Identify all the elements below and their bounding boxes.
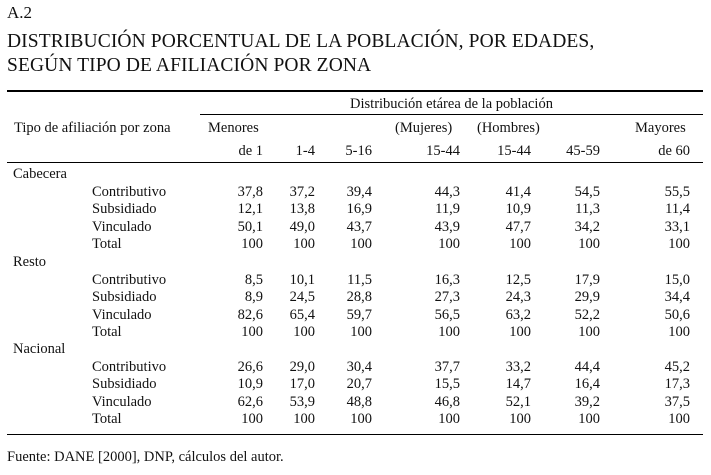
column-header-bottom-5: 45-59 bbox=[566, 143, 600, 159]
table-cell: 17,3 bbox=[664, 376, 690, 392]
table-cell: 28,8 bbox=[346, 289, 372, 305]
table-cell: 49,0 bbox=[289, 218, 315, 235]
table-cell: 100 bbox=[350, 411, 372, 427]
table-cell: 11,4 bbox=[665, 201, 690, 217]
table-cell: 37,5 bbox=[664, 393, 690, 410]
table-cell: 52,2 bbox=[574, 306, 600, 323]
table-cell: 45,2 bbox=[664, 358, 690, 375]
table-cell: 100 bbox=[438, 411, 460, 427]
table-cell: 17,0 bbox=[289, 376, 315, 392]
row-label: Contributivo bbox=[92, 358, 167, 375]
row-label: Contributivo bbox=[92, 271, 167, 288]
table-cell: 11,5 bbox=[347, 271, 372, 288]
table-cell: 29,9 bbox=[574, 289, 600, 305]
table-cell: 50,6 bbox=[664, 306, 690, 323]
table-cell: 56,5 bbox=[434, 306, 460, 323]
table-cell: 46,8 bbox=[434, 393, 460, 410]
row-label: Subsidiado bbox=[92, 289, 157, 305]
table-cell: 100 bbox=[509, 236, 531, 252]
table-cell: 37,8 bbox=[237, 183, 263, 200]
section-label: Resto bbox=[13, 254, 47, 270]
table-cell: 63,2 bbox=[505, 306, 531, 323]
table-cell: 52,1 bbox=[505, 393, 531, 410]
table-cell: 26,6 bbox=[237, 358, 263, 375]
title-line-1: DISTRIBUCIÓN PORCENTUAL DE LA POBLACIÓN, POR EDADES, bbox=[7, 31, 595, 52]
table-cell: 17,9 bbox=[574, 271, 600, 288]
table-cell: 41,4 bbox=[505, 183, 531, 200]
table-cell: 12,5 bbox=[505, 271, 531, 288]
table-cell: 16,9 bbox=[346, 201, 372, 217]
table-title bbox=[7, 30, 594, 78]
row-header: Tipo de afiliación por zona bbox=[14, 120, 171, 136]
table-cell: 55,5 bbox=[664, 183, 690, 200]
table-cell: 10,1 bbox=[289, 271, 315, 288]
table-cell: 100 bbox=[293, 324, 315, 340]
table-cell: 100 bbox=[509, 411, 531, 427]
bottom-rule bbox=[7, 434, 703, 435]
table-cell: 100 bbox=[438, 324, 460, 340]
table-cell: 100 bbox=[293, 236, 315, 252]
table-cell: 100 bbox=[241, 324, 263, 340]
table-cell: 100 bbox=[578, 236, 600, 252]
row-label: Total bbox=[92, 236, 122, 252]
table-cell: 34,4 bbox=[664, 289, 690, 305]
source-note: Fuente: DANE [2000], DNP, cálculos del autor. bbox=[7, 449, 284, 465]
column-header-bottom-3: 15-44 bbox=[426, 143, 460, 159]
table-cell: 16,3 bbox=[434, 271, 460, 288]
table-cell: 100 bbox=[350, 236, 372, 252]
table-cell: 34,2 bbox=[574, 218, 600, 235]
table-cell: 62,6 bbox=[237, 393, 263, 410]
table-cell: 100 bbox=[241, 236, 263, 252]
table-cell: 33,2 bbox=[505, 358, 531, 375]
table-cell: 47,7 bbox=[505, 218, 531, 235]
table-cell: 8,5 bbox=[244, 271, 263, 288]
column-group-header: Distribución etárea de la población bbox=[350, 96, 553, 112]
table-cell: 15,5 bbox=[434, 376, 460, 392]
table-cell: 100 bbox=[293, 411, 315, 427]
group-rule bbox=[200, 114, 703, 115]
row-label: Subsidiado bbox=[92, 201, 157, 217]
table-cell: 100 bbox=[438, 236, 460, 252]
table-cell: 44,3 bbox=[434, 183, 460, 200]
table-cell: 16,4 bbox=[574, 376, 600, 392]
row-label: Total bbox=[92, 324, 122, 340]
table-cell: 43,7 bbox=[346, 218, 372, 235]
row-label: Vinculado bbox=[92, 306, 152, 323]
table-cell: 37,7 bbox=[434, 358, 460, 375]
column-header-bottom-6: de 60 bbox=[658, 143, 690, 159]
row-label: Total bbox=[92, 411, 122, 427]
table-cell: 100 bbox=[350, 324, 372, 340]
table-cell: 100 bbox=[668, 324, 690, 340]
table-cell: 27,3 bbox=[434, 289, 460, 305]
column-header-top-6: Mayores bbox=[635, 120, 686, 136]
table-cell: 20,7 bbox=[346, 376, 372, 392]
table-cell: 15,0 bbox=[664, 271, 690, 288]
table-cell: 30,4 bbox=[346, 358, 372, 375]
table-cell: 13,8 bbox=[289, 201, 315, 217]
table-cell: 54,5 bbox=[574, 183, 600, 200]
table-cell: 44,4 bbox=[574, 358, 600, 375]
table-cell: 24,3 bbox=[505, 289, 531, 305]
top-rule bbox=[7, 90, 703, 92]
table-cell: 10,9 bbox=[237, 376, 263, 392]
header-bottom-rule bbox=[7, 162, 703, 163]
table-cell: 11,9 bbox=[435, 201, 460, 217]
row-label: Vinculado bbox=[92, 393, 152, 410]
table-cell: 37,2 bbox=[289, 183, 315, 200]
table-cell: 100 bbox=[668, 411, 690, 427]
row-label: Contributivo bbox=[92, 183, 167, 200]
row-label: Vinculado bbox=[92, 218, 152, 235]
table-cell: 11,3 bbox=[575, 201, 600, 217]
table-cell: 100 bbox=[668, 236, 690, 252]
column-header-top-0: Menores bbox=[208, 120, 259, 136]
column-header-bottom-0: de 1 bbox=[238, 143, 263, 159]
column-header-top-4: (Hombres) bbox=[477, 120, 540, 136]
table-cell: 39,2 bbox=[574, 393, 600, 410]
table-cell: 39,4 bbox=[346, 183, 372, 200]
table-cell: 65,4 bbox=[289, 306, 315, 323]
table-number: A.2 bbox=[7, 3, 33, 22]
table-cell: 14,7 bbox=[505, 376, 531, 392]
table-cell: 33,1 bbox=[664, 218, 690, 235]
row-label: Subsidiado bbox=[92, 376, 157, 392]
column-header-bottom-2: 5-16 bbox=[345, 143, 372, 159]
section-label: Nacional bbox=[13, 341, 66, 357]
table-cell: 82,6 bbox=[237, 306, 263, 323]
title-line-2: SEGÚN TIPO DE AFILIACIÓN POR ZONA bbox=[7, 55, 372, 76]
table-cell: 100 bbox=[578, 324, 600, 340]
table-cell: 24,5 bbox=[289, 289, 315, 305]
table-cell: 29,0 bbox=[289, 358, 315, 375]
table-cell: 10,9 bbox=[505, 201, 531, 217]
table-cell: 100 bbox=[578, 411, 600, 427]
table-cell: 8,9 bbox=[244, 289, 263, 305]
table-cell: 100 bbox=[241, 411, 263, 427]
table-cell: 100 bbox=[509, 324, 531, 340]
column-header-bottom-1: 1-4 bbox=[295, 143, 315, 159]
table-cell: 53,9 bbox=[289, 393, 315, 410]
section-label: Cabecera bbox=[13, 166, 67, 182]
table-cell: 12,1 bbox=[237, 201, 263, 217]
table-cell: 43,9 bbox=[434, 218, 460, 235]
table-cell: 59,7 bbox=[346, 306, 372, 323]
table-cell: 50,1 bbox=[237, 218, 263, 235]
table-cell: 48,8 bbox=[346, 393, 372, 410]
column-header-top-3: (Mujeres) bbox=[395, 120, 453, 136]
column-header-bottom-4: 15-44 bbox=[497, 143, 531, 159]
